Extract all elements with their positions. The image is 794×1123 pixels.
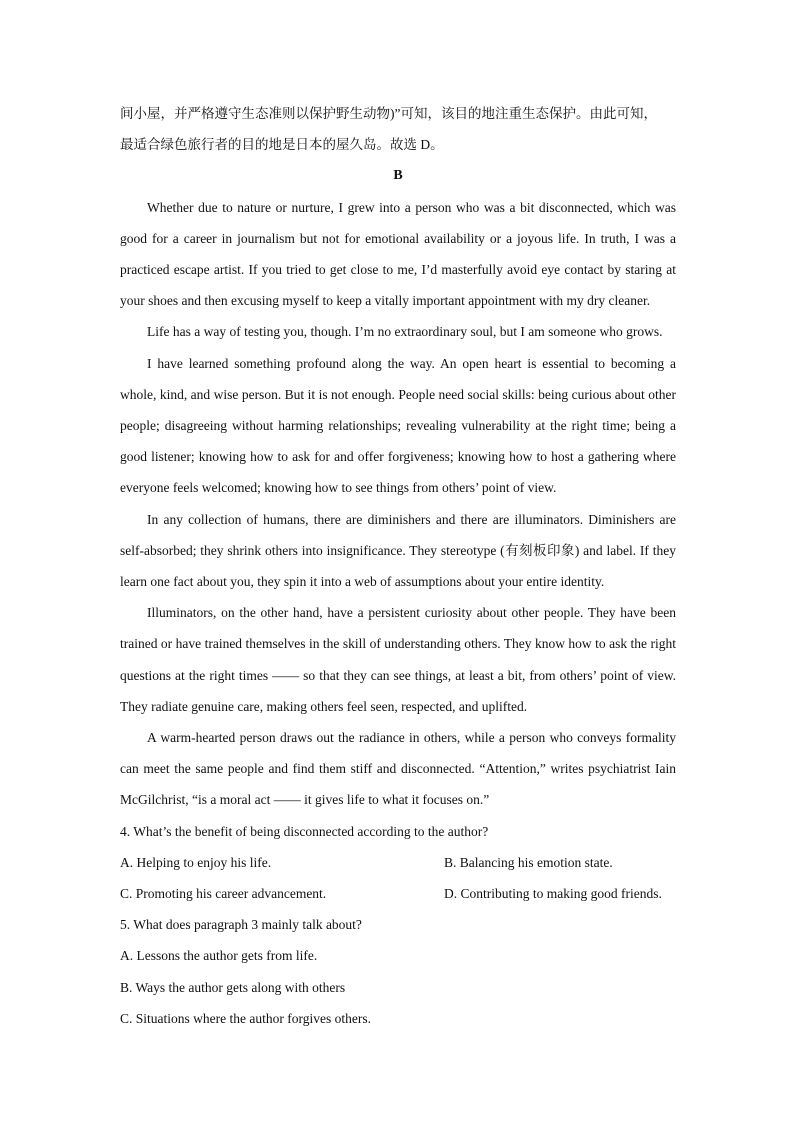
intro-line-2: 最适合绿色旅行者的目的地是日本的屋久岛。故选 D。 <box>120 137 444 153</box>
question-5-stem: 5. What does paragraph 3 mainly talk about? <box>120 917 362 933</box>
question-4-options-row-1 <box>120 847 676 878</box>
question-5-option-b: B. Ways the author gets along with others <box>120 979 346 995</box>
question-4-options-row-2 <box>120 878 676 909</box>
question-4-stem: 4. What’s the benefit of being disconnected according to the author? <box>120 823 489 839</box>
question-4-option-d: D. Contributing to making good friends. <box>444 886 662 902</box>
passage-paragraph-3: I have learned something profound along the way. An open heart is essential to becoming a whole, kind, and wise person. But it is not enough. People need social skills: being curious about other people; disagreeing without harming relationships; revealing vulnerability at the right time; being a good listener; knowing how to ask for and offer forgiveness; knowing how to host a gathering where everyone feels welcomed; knowing how to see things from others’ point of view. <box>120 355 676 496</box>
question-5-option-c: C. Situations where the author forgives others. <box>120 1010 371 1026</box>
passage-paragraph-5: Illuminators, on the other hand, have a persistent curiosity about other people. They have been trained or have trained themselves in the skill of understanding others. They know how to ask the right questions at the right times —— so that they can see things, at least a bit, from others’ point of view. They radiate genuine care, making others feel seen, respected, and uplifted. <box>120 605 676 714</box>
passage-paragraph-6: A warm-hearted person draws out the radiance in others, while a person who conveys formality can meet the same people and find them stiff and disconnected. “Attention,” writes psychiatrist Iain McGilchrist, “is a moral act —— it gives life to what it focuses on.” <box>120 730 676 808</box>
question-5-option-a: A. Lessons the author gets from life. <box>120 948 318 964</box>
question-4-option-a: A. Helping to enjoy his life. <box>120 854 272 870</box>
passage-paragraph-4: In any collection of humans, there are diminishers and there are illuminators. Diminishers are self-absorbed; they shrink others into insignificance. They stereotype (有刻板印象) and label. If they learn one fact about you, they spin it into a web of assumptions about your entire identity. <box>120 511 676 590</box>
page-content <box>120 98 676 1034</box>
section-heading: B <box>393 168 403 184</box>
question-4-option-c: C. Promoting his career advancement. <box>120 886 327 902</box>
passage-paragraph-2: Life has a way of testing you, though. I’m no extraordinary soul, but I am someone who grows. <box>147 324 663 340</box>
intro-line-1: 间小屋，并严格遵守生态准则以保护野生动物)”可知，该目的地注重生态保护。由此可知， <box>120 106 657 121</box>
question-4-option-b: B. Balancing his emotion state. <box>444 854 613 870</box>
passage-paragraph-1: Whether due to nature or nurture, I grew into a person who was a bit disconnected, which was good for a career in journalism but not for emotional availability or a joyous life. In truth, I was a practiced escape artist. If you tried to get close to me, I’d masterfully avoid eye contact by staring at your shoes and then excusing myself to keep a vitally important appointment with my dry cleaner. <box>120 199 676 309</box>
